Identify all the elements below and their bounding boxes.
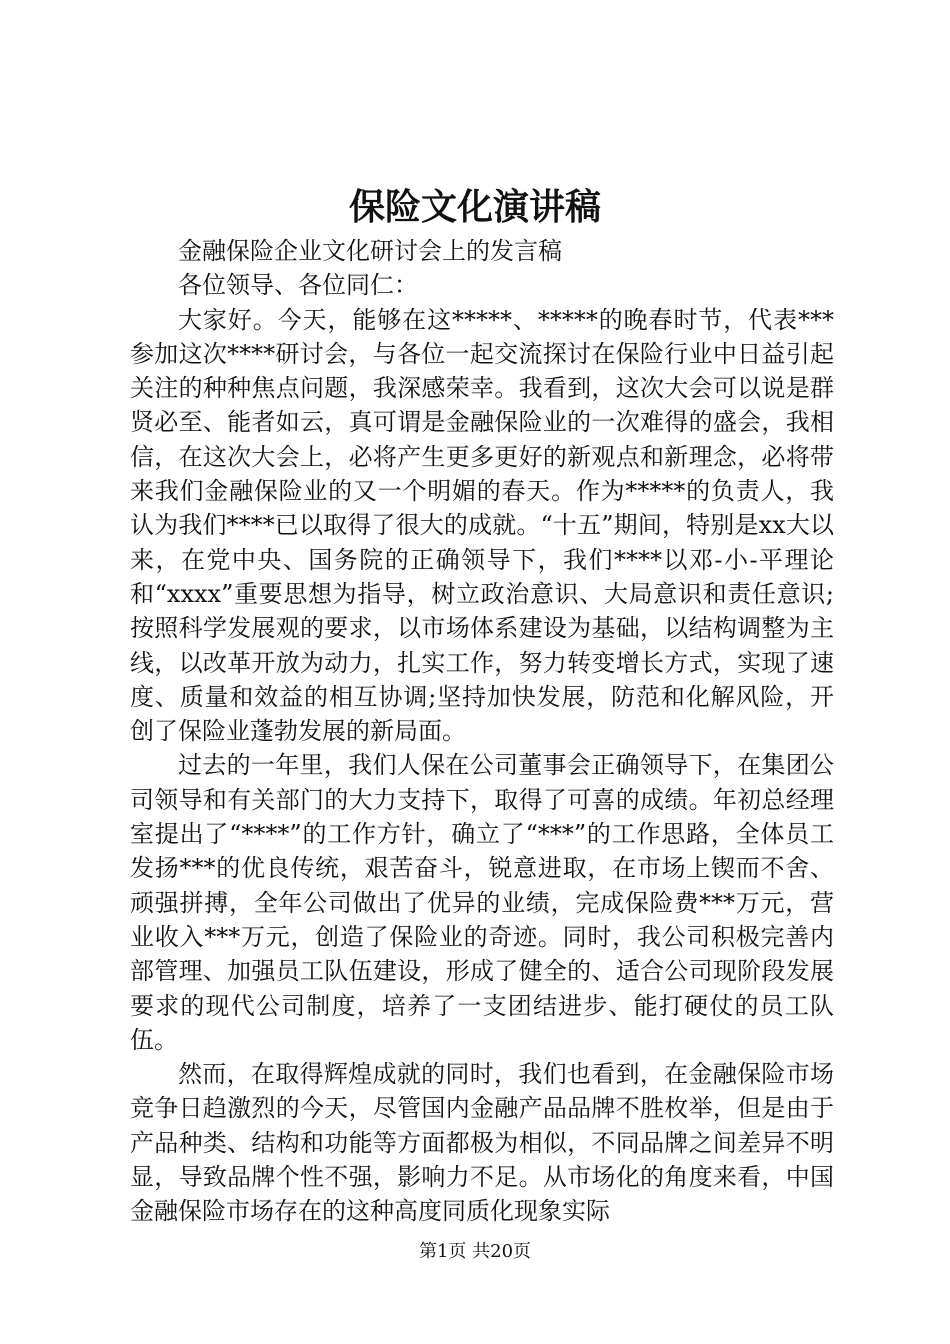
salutation-paragraph: 各位领导、各位同仁： (178, 271, 418, 300)
body-paragraph: 过去的一年里，我们人保在公司董事会正确领导下，在集团公司领导和有关部门的大力支持下，取得了可喜的成绩。年初总经理室提出了“****”的工作方针，确立了“***”的工作思路，全体员工发扬***的优良传统，艰苦奋斗，锐意进取，在市场上锲而不舍、顽强拼搏，全年公司做出了优异的业绩，完成保险费***万元，营业收入***万元，创造了保险业的奇迹。同时，我公司积极完善内部管理、加强员工队伍建设，形成了健全的、适合公司现阶段发展要求的现代公司制度，培养了一支团结进步、能打硬仗的员工队伍。 (130, 751, 834, 1054)
page-number-footer: 第1页 共20页 (418, 1241, 532, 1262)
subtitle-paragraph: 金融保险企业文化研讨会上的发言稿 (178, 237, 562, 265)
document-title: 保险文化演讲稿 (348, 187, 601, 228)
body-paragraph: 然而，在取得辉煌成就的同时，我们也看到，在金融保险市场竞争日趋激烈的今天，尽管国内金融产品品牌不胜枚举，但是由于产品种类、结构和功能等方面都极为相似，不同品牌之间差异不明显，导致品牌个性不强，影响力不足。从市场化的角度来看，中国金融保险市场存在的这种高度同质化现象实际 (130, 1060, 834, 1226)
body-paragraph: 大家好。今天，能够在这*****、*****的晚春时节，代表***参加这次****研讨会，与各位一起交流探讨在保险行业中日益引起关注的种种焦点问题，我深感荣幸。我看到，这次大会可以说是群贤必至、能者如云，真可谓是金融保险业的一次难得的盛会，我相信，在这次大会上，必将产生更多更好的新观点和新理念，必将带来我们金融保险业的又一个明媚的春天。作为*****的负责人，我认为我们****已以取得了很大的成就。“十五”期间，特别是xx大以来，在党中央、国务院的正确领导下，我们****以邓-小-平理论和“xxxx”重要思想为指导，树立政治意识、大局意识和责任意识;按照科学发展观的要求，以市场体系建设为基础，以结构调整为主线，以改革开放为动力，扎实工作，努力转变增长方式，实现了速度、质量和效益的相互协调;坚持加快发展，防范和化解风险，开创了保险业蓬勃发展的新局面。 (130, 305, 834, 746)
document-body (130, 234, 834, 1229)
